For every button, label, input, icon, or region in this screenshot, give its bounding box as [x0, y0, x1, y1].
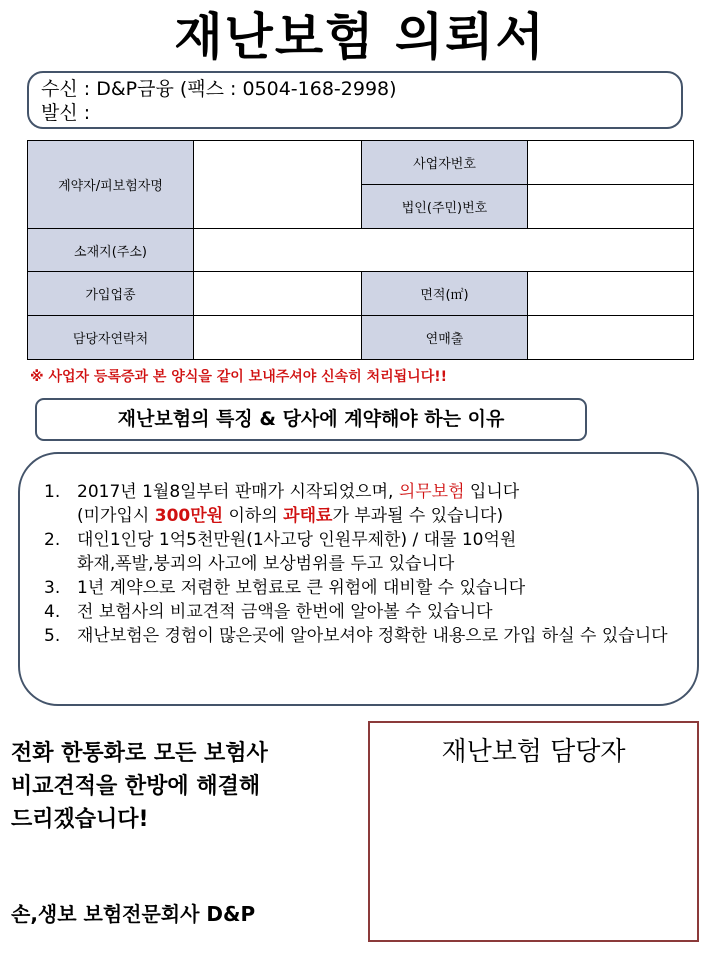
feature-number: 4. — [44, 602, 61, 622]
penalty-highlight: 과태료 — [283, 506, 333, 526]
feature-text: 이하의 — [223, 506, 284, 526]
recipient-send: 발신 : — [41, 102, 91, 124]
area-label: 면적(㎡) — [362, 272, 528, 316]
mandatory-highlight: 의무보험 — [398, 482, 465, 502]
contact-field[interactable] — [194, 316, 362, 360]
feature-text: 2017년 1월8일부터 판매가 시작되었으며, — [77, 482, 399, 502]
feature-text: 입니다 — [464, 482, 520, 502]
promo-text — [11, 737, 268, 836]
feature-text: 화재,폭발,붕괴의 사고에 보상범위를 두고 있습니다 — [77, 554, 455, 574]
annual-sales-field[interactable] — [528, 316, 694, 360]
contact-label: 담당자연락처 — [28, 316, 194, 360]
address-label: 소재지(주소) — [28, 229, 194, 272]
insured-name-label: 계약자/피보험자명 — [28, 141, 194, 229]
feature-text: 전 보험사의 비교견적 금액을 한번에 알아볼 수 있습니다 — [77, 602, 493, 622]
feature-text: 가 부과될 수 있습니다) — [332, 506, 504, 526]
recipient-receive: 수신 : D&P금융 (팩스 : 0504-168-2998) — [41, 78, 397, 100]
feature-text: 1년 계약으로 저렴한 보험료로 큰 위험에 대비할 수 있습니다 — [77, 578, 526, 598]
notice-text: ※ 사업자 등록증과 본 양식을 같이 보내주셔야 신속히 처리됩니다!! — [30, 369, 447, 385]
feature-item-2 — [44, 528, 684, 576]
document-title: 재난보험 의뢰서 — [174, 8, 546, 66]
amount-highlight: 300만원 — [154, 506, 224, 526]
features-heading: 재난보험의 특징 & 당사에 계약해야 하는 이유 — [35, 398, 587, 441]
address-field[interactable] — [194, 229, 694, 272]
application-form-table — [27, 140, 694, 360]
business-number-label: 사업자번호 — [362, 141, 528, 185]
manager-label: 재난보험 담당자 — [441, 737, 626, 767]
feature-number: 3. — [44, 578, 61, 598]
feature-item-3 — [44, 576, 684, 600]
feature-text: (미가입시 — [77, 506, 155, 526]
recipient-box — [27, 71, 683, 129]
business-number-field[interactable] — [528, 141, 694, 185]
feature-number: 1. — [44, 482, 61, 502]
corp-number-field[interactable] — [528, 185, 694, 229]
manager-box — [368, 721, 699, 942]
area-field[interactable] — [528, 272, 694, 316]
feature-item-1 — [44, 480, 684, 528]
annual-sales-label: 연매출 — [362, 316, 528, 360]
promo-line-1: 전화 한통화로 모든 보험사 — [11, 741, 268, 766]
features-box — [18, 452, 699, 706]
feature-text: 재난보험은 경험이 많은곳에 알아보셔야 정확한 내용으로 가입 하실 수 있습니다 — [77, 626, 668, 646]
feature-text: 대인1인당 1억5천만원(1사고당 인원무제한) / 대물 10억원 — [77, 530, 517, 550]
company-name: 손,생보 보험전문회사 D&P — [11, 902, 256, 926]
corp-number-label: 법인(주민)번호 — [362, 185, 528, 229]
business-type-field[interactable] — [194, 272, 362, 316]
feature-item-4 — [44, 600, 684, 624]
business-type-label: 가입업종 — [28, 272, 194, 316]
feature-item-5 — [44, 624, 684, 648]
features-list — [44, 480, 684, 648]
feature-number: 5. — [44, 626, 61, 646]
feature-number: 2. — [44, 530, 61, 550]
insured-name-field[interactable] — [194, 141, 362, 229]
promo-line-2: 비교견적을 한방에 해결해 — [11, 774, 261, 799]
promo-line-3: 드리겠습니다! — [11, 807, 149, 832]
